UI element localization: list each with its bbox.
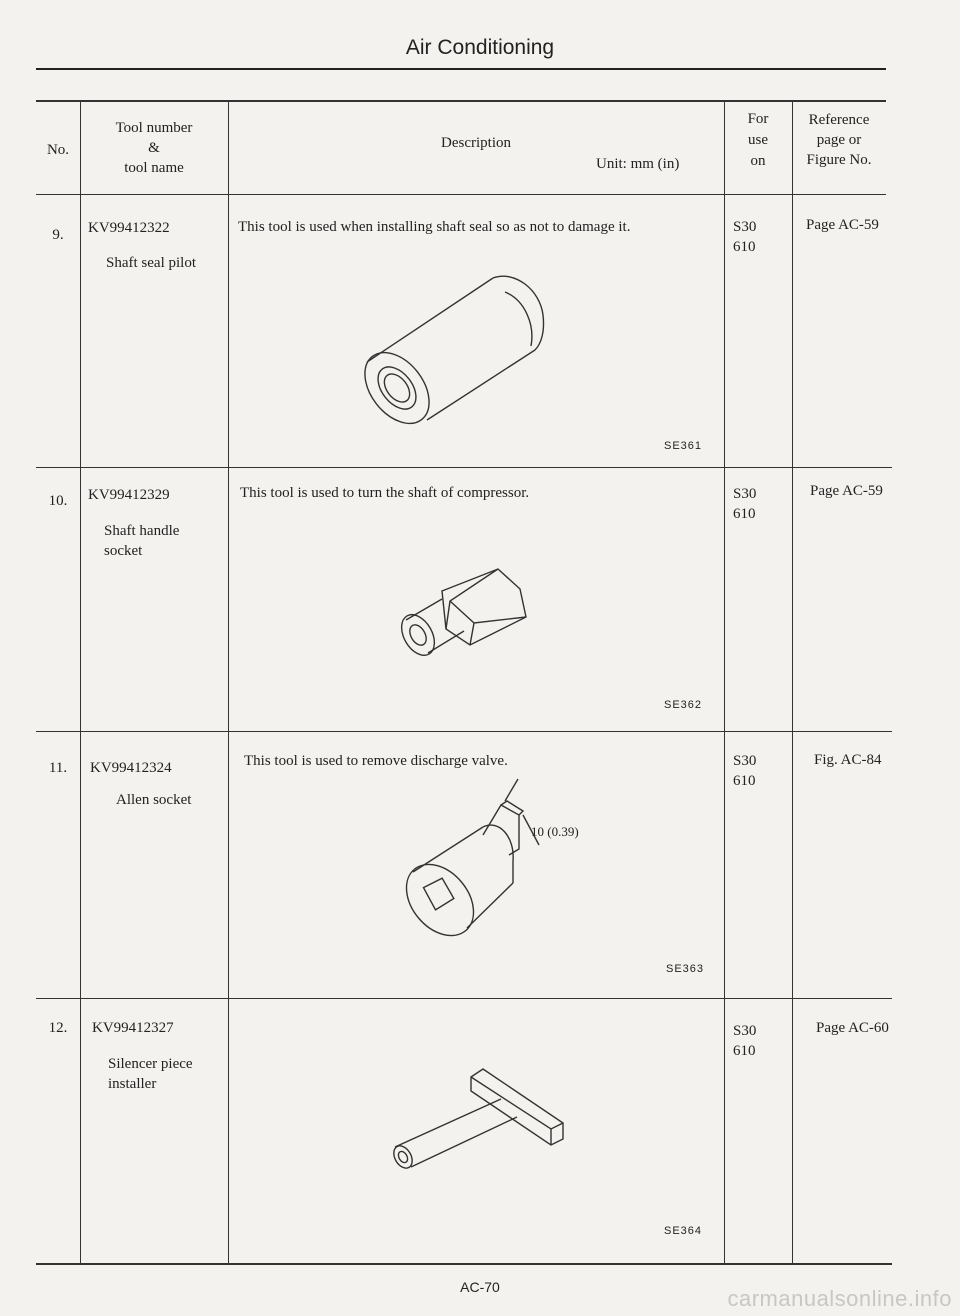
header-unit: Unit: mm (in)	[596, 156, 680, 172]
row-12-reference: Page AC-60	[816, 1020, 889, 1036]
col-divider-description	[724, 100, 725, 1264]
col-divider-tool	[228, 100, 229, 1264]
row-9-reference: Page AC-59	[806, 217, 879, 233]
row-11-tool-number: KV99412324	[90, 760, 172, 776]
page-number: AC-70	[460, 1279, 500, 1295]
row-11-reference: Fig. AC-84	[814, 752, 882, 768]
row-11-use-line1: S30	[733, 753, 757, 769]
row-9-use-line1: S30	[733, 219, 757, 235]
allen-socket-illustration	[395, 775, 575, 955]
row-9-no: 9.	[52, 227, 64, 243]
row-12-tool-name-line1: Silencer piece	[108, 1056, 193, 1072]
page-title: Air Conditioning	[405, 36, 555, 59]
table-bottom-border	[36, 1263, 892, 1265]
row-9-tool-name-line1: Shaft seal pilot	[106, 255, 196, 271]
col-divider-no	[80, 100, 81, 1264]
header-description: Description	[441, 135, 511, 151]
table-top-border	[36, 100, 886, 102]
header-for-line3: on	[750, 153, 766, 169]
header-tool-line1: Tool number	[115, 120, 193, 136]
watermark: carmanualsonline.info	[727, 1286, 952, 1311]
shaft-seal-pilot-illustration	[355, 270, 555, 440]
row-9-description: This tool is used when installing shaft seal so as not to damage it.	[238, 219, 631, 235]
col-divider-use	[792, 100, 793, 1264]
row-10-tool-number: KV99412329	[88, 487, 170, 503]
row-12-tool-name-line2: installer	[108, 1076, 157, 1092]
row-11-description: This tool is used to remove discharge valve.	[244, 753, 508, 769]
row-10-description: This tool is used to turn the shaft of compressor.	[240, 485, 530, 501]
row-divider-9-10	[36, 467, 892, 468]
row-12-tool-number: KV99412327	[92, 1020, 174, 1036]
header-tool-line3: tool name	[124, 160, 184, 176]
silencer-piece-installer-illustration	[385, 1055, 575, 1180]
header-tool-line2: &	[148, 140, 160, 156]
header-no: No.	[46, 142, 70, 158]
header-for-line2: use	[748, 132, 768, 148]
row-divider-11-12	[36, 998, 892, 999]
row-11-tool-name-line1: Allen socket	[116, 792, 192, 808]
row-10-tool-name-line2: socket	[104, 543, 143, 559]
header-rule	[36, 68, 886, 70]
row-9-figure-code: SE361	[664, 440, 703, 452]
row-9-use-line2: 610	[733, 239, 756, 255]
header-ref-line2: page or	[816, 132, 862, 148]
header-ref-line3: Figure No.	[806, 152, 872, 168]
row-11-dimension-label: 10 (0.39)	[531, 824, 579, 839]
row-11-use-line2: 610	[733, 773, 756, 789]
row-10-reference: Page AC-59	[810, 483, 883, 499]
row-10-use-line1: S30	[733, 486, 757, 502]
row-12-use-line2: 610	[733, 1043, 756, 1059]
header-bottom-border	[36, 194, 886, 195]
header-for-line1: For	[747, 111, 769, 127]
row-divider-10-11	[36, 731, 892, 732]
row-12-figure-code: SE364	[664, 1225, 703, 1237]
row-12-no: 12.	[48, 1020, 68, 1036]
row-10-use-line2: 610	[733, 506, 756, 522]
row-10-figure-code: SE362	[664, 699, 703, 711]
shaft-handle-socket-illustration	[398, 565, 543, 670]
row-10-no: 10.	[48, 493, 68, 509]
row-11-figure-code: SE363	[666, 963, 705, 975]
row-10-tool-name-line1: Shaft handle	[104, 523, 180, 539]
row-9-tool-number: KV99412322	[88, 220, 170, 236]
row-11-no: 11.	[48, 760, 68, 776]
row-12-use-line1: S30	[733, 1023, 757, 1039]
header-ref-line1: Reference	[808, 112, 870, 128]
